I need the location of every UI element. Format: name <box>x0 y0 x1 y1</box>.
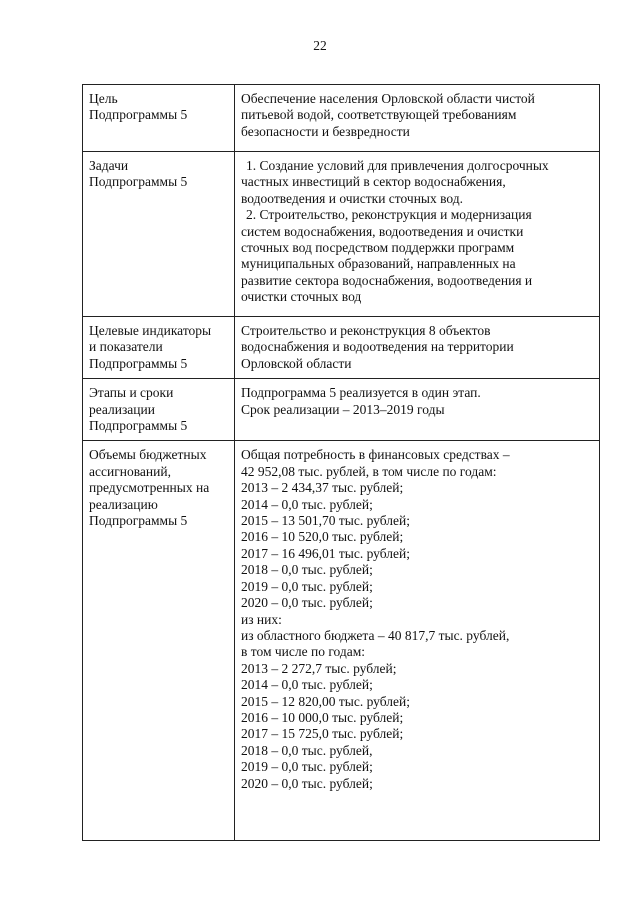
value-line: 2014 – 0,0 тыс. рублей; <box>241 496 373 512</box>
row-value-goal <box>235 85 600 152</box>
row-value-indicators <box>235 317 600 379</box>
label-line: Подпрограммы 5 <box>89 107 188 123</box>
value-line: развитие сектора водоснабжения, водоотведения и <box>241 272 533 288</box>
table-row-tasks <box>83 152 600 317</box>
value-line: 2019 – 0,0 тыс. рублей; <box>241 578 373 594</box>
table-row-goal <box>83 85 600 152</box>
value-line: частных инвестиций в сектор водоснабжения, <box>241 174 506 190</box>
value-line: 1. Создание условий для привлечения долгосрочных <box>246 158 549 173</box>
value-line: из областного бюджета – 40 817,7 тыс. рублей, <box>241 627 510 643</box>
label-line: ассигнований, <box>89 463 171 479</box>
value-line: 2018 – 0,0 тыс. рублей, <box>241 742 373 758</box>
value-line: 2015 – 13 501,70 тыс. рублей; <box>241 513 410 529</box>
label-line: Задачи <box>89 158 129 173</box>
value-line: водоотведения и очистки сточных вод. <box>241 190 464 206</box>
value-line: систем водоснабжения, водоотведения и очистки <box>241 223 524 239</box>
value-line: 2017 – 16 496,01 тыс. рублей; <box>241 545 410 561</box>
value-line: Общая потребность в финансовых средствах – <box>241 447 510 463</box>
table-row-indicators <box>83 317 600 379</box>
row-label-goal <box>83 85 235 152</box>
value-line: 2. Строительство, реконструкция и модернизация <box>246 207 532 223</box>
label-line: реализации <box>89 401 155 417</box>
value-line: 2013 – 2 434,37 тыс. рублей; <box>241 480 404 496</box>
row-label-tasks <box>83 152 235 317</box>
value-line: безопасности и безвредности <box>241 123 410 139</box>
value-line: 2017 – 15 725,0 тыс. рублей; <box>241 726 404 742</box>
page-number: 22 <box>313 38 327 53</box>
label-line: Подпрограммы 5 <box>89 174 188 190</box>
row-value-tasks <box>235 152 600 317</box>
subprogram-passport-table <box>82 84 600 841</box>
label-line: Этапы и сроки <box>89 385 174 401</box>
label-line: Целевые индикаторы <box>89 323 212 338</box>
value-line: 2020 – 0,0 тыс. рублей; <box>241 595 373 611</box>
row-label-indicators <box>83 317 235 379</box>
row-value-stages <box>235 379 600 441</box>
value-line: 2019 – 0,0 тыс. рублей; <box>241 759 373 775</box>
label-line: реализацию <box>89 496 158 512</box>
value-line: 2018 – 0,0 тыс. рублей; <box>241 562 373 578</box>
value-line: в том числе по годам: <box>241 644 366 660</box>
label-line: Подпрограммы 5 <box>89 355 188 371</box>
table-row-stages <box>83 379 600 441</box>
label-line: предусмотренных на <box>89 480 210 496</box>
value-line: сточных вод посредством поддержки программ <box>241 240 515 256</box>
row-label-stages <box>83 379 235 441</box>
value-line: 2016 – 10 000,0 тыс. рублей; <box>241 709 404 725</box>
value-line: Орловской области <box>241 355 352 371</box>
value-line: 2016 – 10 520,0 тыс. рублей; <box>241 529 404 545</box>
label-line: Подпрограммы 5 <box>89 418 188 434</box>
row-label-volumes <box>83 441 235 841</box>
value-line: Подпрограмма 5 реализуется в один этап. <box>241 385 481 401</box>
table-row-volumes <box>83 441 600 841</box>
value-line: Обеспечение населения Орловской области чистой <box>241 91 535 106</box>
label-line: Цель <box>89 91 118 106</box>
value-line: Срок реализации – 2013–2019 годы <box>241 401 445 417</box>
value-line: Строительство и реконструкция 8 объектов <box>241 323 491 338</box>
value-line: 2013 – 2 272,7 тыс. рублей; <box>241 660 397 676</box>
label-line: Объемы бюджетных <box>89 447 207 463</box>
value-line: муниципальных образований, направленных на <box>241 256 516 272</box>
value-line: из них: <box>241 611 282 627</box>
value-line: 2014 – 0,0 тыс. рублей; <box>241 677 373 693</box>
value-line: питьевой водой, соответствующей требованиям <box>241 107 517 123</box>
label-line: и показатели <box>89 339 163 355</box>
value-line: водоснабжения и водоотведения на территории <box>241 339 514 355</box>
label-line: Подпрограммы 5 <box>89 513 188 529</box>
value-line: очистки сточных вод <box>241 289 362 305</box>
value-line: 2020 – 0,0 тыс. рублей; <box>241 775 373 791</box>
value-line: 2015 – 12 820,00 тыс. рублей; <box>241 693 410 709</box>
row-value-volumes <box>235 441 600 841</box>
value-line: 42 952,08 тыс. рублей, в том числе по годам: <box>241 463 497 479</box>
